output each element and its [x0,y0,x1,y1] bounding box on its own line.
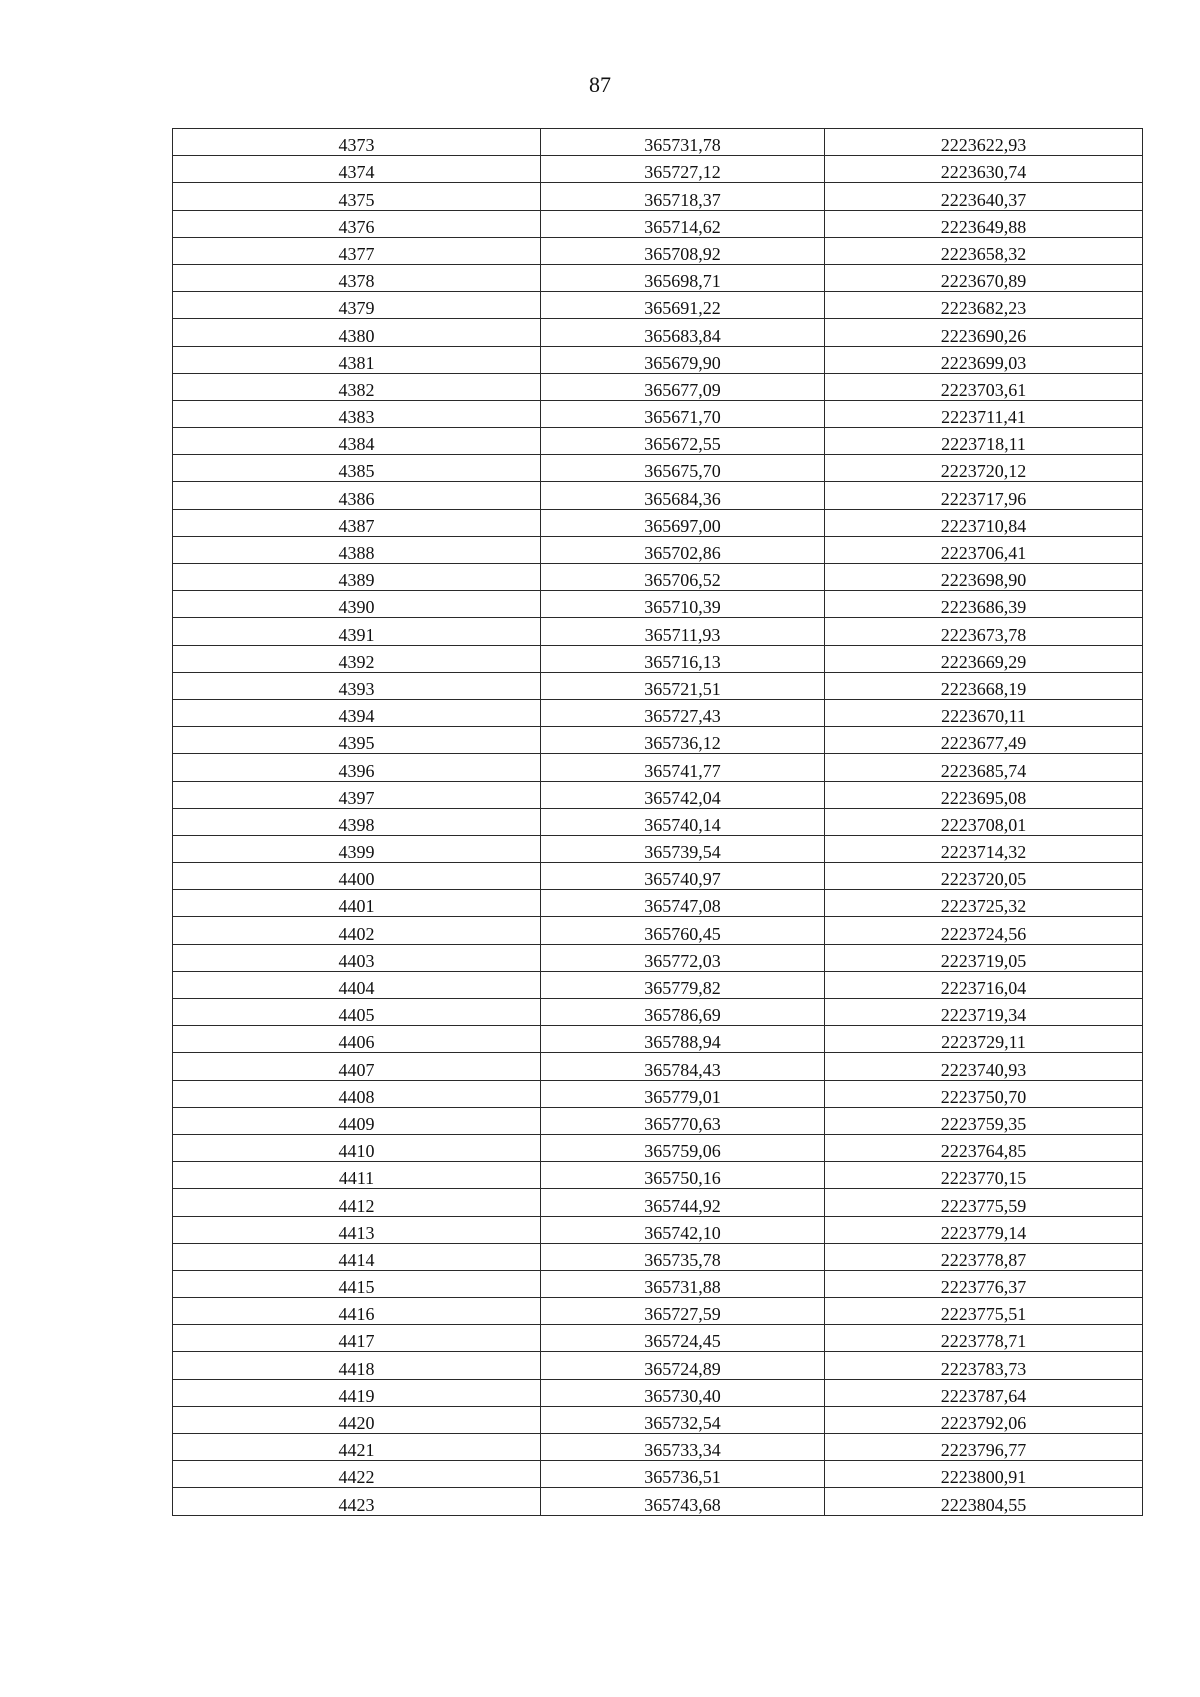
x-coordinate-cell: 365718,37 [541,183,825,210]
table-row [173,1243,1143,1270]
point-number-cell: 4423 [173,1488,541,1515]
x-coordinate-cell: 365711,93 [541,618,825,645]
table-row [173,890,1143,917]
table-row [173,1080,1143,1107]
point-number-cell: 4389 [173,564,541,591]
table-row [173,536,1143,563]
x-coordinate-cell: 365772,03 [541,944,825,971]
table-row [173,917,1143,944]
x-coordinate-cell: 365743,68 [541,1488,825,1515]
point-number-cell: 4386 [173,482,541,509]
y-coordinate-cell: 2223725,32 [825,890,1143,917]
y-coordinate-cell: 2223770,15 [825,1162,1143,1189]
table-row [173,1379,1143,1406]
y-coordinate-cell: 2223670,89 [825,264,1143,291]
table-row [173,373,1143,400]
y-coordinate-cell: 2223778,71 [825,1325,1143,1352]
table-row [173,1352,1143,1379]
y-coordinate-cell: 2223750,70 [825,1080,1143,1107]
point-number-cell: 4393 [173,672,541,699]
y-coordinate-cell: 2223792,06 [825,1406,1143,1433]
x-coordinate-cell: 365740,97 [541,863,825,890]
x-coordinate-cell: 365741,77 [541,754,825,781]
y-coordinate-cell: 2223740,93 [825,1053,1143,1080]
x-coordinate-cell: 365770,63 [541,1107,825,1134]
x-coordinate-cell: 365684,36 [541,482,825,509]
table-row [173,781,1143,808]
x-coordinate-cell: 365677,09 [541,373,825,400]
y-coordinate-cell: 2223775,51 [825,1298,1143,1325]
table-row [173,564,1143,591]
y-coordinate-cell: 2223630,74 [825,156,1143,183]
y-coordinate-cell: 2223690,26 [825,319,1143,346]
x-coordinate-cell: 365672,55 [541,428,825,455]
x-coordinate-cell: 365759,06 [541,1134,825,1161]
point-number-cell: 4400 [173,863,541,890]
point-number-cell: 4374 [173,156,541,183]
point-number-cell: 4411 [173,1162,541,1189]
table-row [173,999,1143,1026]
x-coordinate-cell: 365784,43 [541,1053,825,1080]
table-row [173,808,1143,835]
table-row [173,863,1143,890]
y-coordinate-cell: 2223775,59 [825,1189,1143,1216]
x-coordinate-cell: 365727,59 [541,1298,825,1325]
point-number-cell: 4416 [173,1298,541,1325]
point-number-cell: 4378 [173,264,541,291]
y-coordinate-cell: 2223787,64 [825,1379,1143,1406]
table-row [173,672,1143,699]
table-row [173,645,1143,672]
y-coordinate-cell: 2223673,78 [825,618,1143,645]
point-number-cell: 4420 [173,1406,541,1433]
x-coordinate-cell: 365788,94 [541,1026,825,1053]
point-number-cell: 4395 [173,727,541,754]
x-coordinate-cell: 365747,08 [541,890,825,917]
x-coordinate-cell: 365727,43 [541,699,825,726]
table-row [173,1053,1143,1080]
table-row [173,1325,1143,1352]
point-number-cell: 4415 [173,1270,541,1297]
y-coordinate-cell: 2223720,05 [825,863,1143,890]
point-number-cell: 4401 [173,890,541,917]
y-coordinate-cell: 2223706,41 [825,536,1143,563]
point-number-cell: 4375 [173,183,541,210]
point-number-cell: 4388 [173,536,541,563]
point-number-cell: 4408 [173,1080,541,1107]
point-number-cell: 4410 [173,1134,541,1161]
x-coordinate-cell: 365733,34 [541,1434,825,1461]
y-coordinate-cell: 2223622,93 [825,129,1143,156]
point-number-cell: 4406 [173,1026,541,1053]
y-coordinate-cell: 2223718,11 [825,428,1143,455]
x-coordinate-cell: 365742,04 [541,781,825,808]
x-coordinate-cell: 365786,69 [541,999,825,1026]
table-row [173,1406,1143,1433]
x-coordinate-cell: 365683,84 [541,319,825,346]
x-coordinate-cell: 365675,70 [541,455,825,482]
point-number-cell: 4383 [173,400,541,427]
table-row [173,210,1143,237]
point-number-cell: 4422 [173,1461,541,1488]
y-coordinate-cell: 2223804,55 [825,1488,1143,1515]
table-row [173,509,1143,536]
y-coordinate-cell: 2223677,49 [825,727,1143,754]
x-coordinate-cell: 365724,89 [541,1352,825,1379]
table-row [173,183,1143,210]
y-coordinate-cell: 2223686,39 [825,591,1143,618]
x-coordinate-cell: 365736,51 [541,1461,825,1488]
y-coordinate-cell: 2223703,61 [825,373,1143,400]
table-row [173,699,1143,726]
point-number-cell: 4387 [173,509,541,536]
x-coordinate-cell: 365779,82 [541,971,825,998]
y-coordinate-cell: 2223708,01 [825,808,1143,835]
y-coordinate-cell: 2223717,96 [825,482,1143,509]
y-coordinate-cell: 2223710,84 [825,509,1143,536]
point-number-cell: 4414 [173,1243,541,1270]
y-coordinate-cell: 2223649,88 [825,210,1143,237]
table-row [173,1134,1143,1161]
x-coordinate-cell: 365736,12 [541,727,825,754]
point-number-cell: 4396 [173,754,541,781]
x-coordinate-cell: 365714,62 [541,210,825,237]
point-number-cell: 4385 [173,455,541,482]
x-coordinate-cell: 365679,90 [541,346,825,373]
point-number-cell: 4373 [173,129,541,156]
table-row [173,237,1143,264]
table-row [173,1298,1143,1325]
point-number-cell: 4409 [173,1107,541,1134]
y-coordinate-cell: 2223764,85 [825,1134,1143,1161]
y-coordinate-cell: 2223685,74 [825,754,1143,781]
point-number-cell: 4419 [173,1379,541,1406]
table-row [173,428,1143,455]
coordinate-table [172,128,1143,1516]
x-coordinate-cell: 365671,70 [541,400,825,427]
x-coordinate-cell: 365716,13 [541,645,825,672]
table-row [173,1107,1143,1134]
table-row [173,319,1143,346]
table-row [173,400,1143,427]
x-coordinate-cell: 365706,52 [541,564,825,591]
x-coordinate-cell: 365702,86 [541,536,825,563]
y-coordinate-cell: 2223796,77 [825,1434,1143,1461]
table-row [173,1270,1143,1297]
point-number-cell: 4379 [173,292,541,319]
table-row [173,944,1143,971]
point-number-cell: 4417 [173,1325,541,1352]
table-row [173,346,1143,373]
y-coordinate-cell: 2223682,23 [825,292,1143,319]
y-coordinate-cell: 2223711,41 [825,400,1143,427]
x-coordinate-cell: 365727,12 [541,156,825,183]
table-row [173,156,1143,183]
table-row [173,971,1143,998]
x-coordinate-cell: 365710,39 [541,591,825,618]
table-row [173,1216,1143,1243]
point-number-cell: 4380 [173,319,541,346]
x-coordinate-cell: 365740,14 [541,808,825,835]
table-row [173,1488,1143,1515]
y-coordinate-cell: 2223640,37 [825,183,1143,210]
y-coordinate-cell: 2223783,73 [825,1352,1143,1379]
x-coordinate-cell: 365744,92 [541,1189,825,1216]
point-number-cell: 4399 [173,835,541,862]
y-coordinate-cell: 2223759,35 [825,1107,1143,1134]
point-number-cell: 4412 [173,1189,541,1216]
y-coordinate-cell: 2223670,11 [825,699,1143,726]
y-coordinate-cell: 2223779,14 [825,1216,1143,1243]
table-row [173,1026,1143,1053]
x-coordinate-cell: 365779,01 [541,1080,825,1107]
x-coordinate-cell: 365739,54 [541,835,825,862]
y-coordinate-cell: 2223724,56 [825,917,1143,944]
table-row [173,129,1143,156]
y-coordinate-cell: 2223699,03 [825,346,1143,373]
x-coordinate-cell: 365731,78 [541,129,825,156]
table-row [173,727,1143,754]
point-number-cell: 4402 [173,917,541,944]
x-coordinate-cell: 365731,88 [541,1270,825,1297]
x-coordinate-cell: 365697,00 [541,509,825,536]
table-row [173,591,1143,618]
table-row [173,482,1143,509]
point-number-cell: 4381 [173,346,541,373]
x-coordinate-cell: 365760,45 [541,917,825,944]
y-coordinate-cell: 2223698,90 [825,564,1143,591]
table-body [173,129,1143,1516]
point-number-cell: 4421 [173,1434,541,1461]
point-number-cell: 4382 [173,373,541,400]
x-coordinate-cell: 365691,22 [541,292,825,319]
point-number-cell: 4392 [173,645,541,672]
y-coordinate-cell: 2223800,91 [825,1461,1143,1488]
point-number-cell: 4397 [173,781,541,808]
y-coordinate-cell: 2223719,05 [825,944,1143,971]
y-coordinate-cell: 2223669,29 [825,645,1143,672]
table-row [173,1434,1143,1461]
page-number: 87 [589,72,611,97]
point-number-cell: 4413 [173,1216,541,1243]
point-number-cell: 4390 [173,591,541,618]
x-coordinate-cell: 365750,16 [541,1162,825,1189]
x-coordinate-cell: 365708,92 [541,237,825,264]
table-row [173,1162,1143,1189]
table-row [173,455,1143,482]
y-coordinate-cell: 2223714,32 [825,835,1143,862]
x-coordinate-cell: 365732,54 [541,1406,825,1433]
point-number-cell: 4376 [173,210,541,237]
point-number-cell: 4404 [173,971,541,998]
point-number-cell: 4394 [173,699,541,726]
y-coordinate-cell: 2223719,34 [825,999,1143,1026]
point-number-cell: 4391 [173,618,541,645]
point-number-cell: 4403 [173,944,541,971]
y-coordinate-cell: 2223778,87 [825,1243,1143,1270]
table-row [173,292,1143,319]
point-number-cell: 4384 [173,428,541,455]
table-row [173,618,1143,645]
y-coordinate-cell: 2223720,12 [825,455,1143,482]
x-coordinate-cell: 365721,51 [541,672,825,699]
x-coordinate-cell: 365724,45 [541,1325,825,1352]
point-number-cell: 4418 [173,1352,541,1379]
table-row [173,835,1143,862]
y-coordinate-cell: 2223668,19 [825,672,1143,699]
x-coordinate-cell: 365735,78 [541,1243,825,1270]
point-number-cell: 4405 [173,999,541,1026]
y-coordinate-cell: 2223716,04 [825,971,1143,998]
table-row [173,264,1143,291]
table-row [173,1461,1143,1488]
y-coordinate-cell: 2223658,32 [825,237,1143,264]
point-number-cell: 4398 [173,808,541,835]
x-coordinate-cell: 365742,10 [541,1216,825,1243]
y-coordinate-cell: 2223695,08 [825,781,1143,808]
y-coordinate-cell: 2223729,11 [825,1026,1143,1053]
y-coordinate-cell: 2223776,37 [825,1270,1143,1297]
x-coordinate-cell: 365730,40 [541,1379,825,1406]
point-number-cell: 4377 [173,237,541,264]
x-coordinate-cell: 365698,71 [541,264,825,291]
point-number-cell: 4407 [173,1053,541,1080]
table-row [173,1189,1143,1216]
table-row [173,754,1143,781]
